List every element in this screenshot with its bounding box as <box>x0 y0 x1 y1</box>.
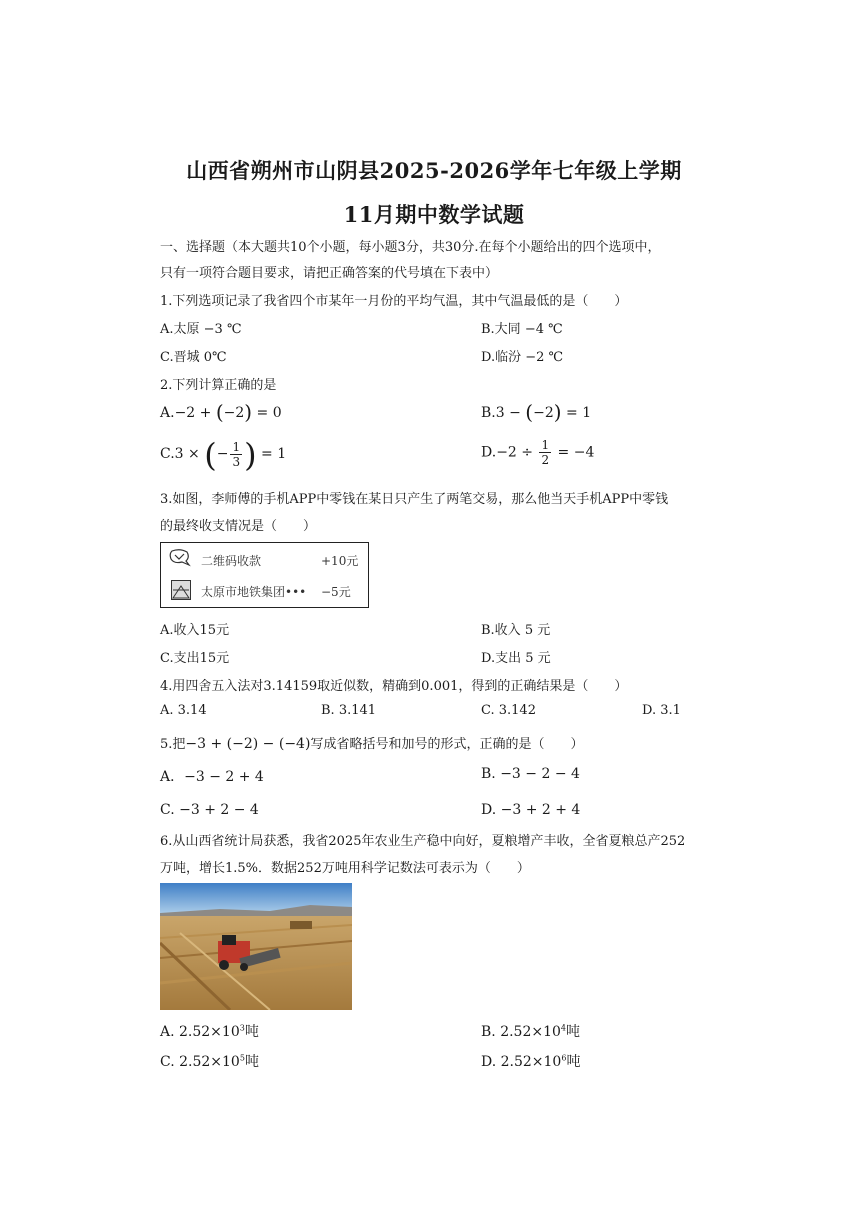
transaction-1-amount: +10元 <box>321 554 359 568</box>
q6-c-unit: 吨 <box>244 1054 259 1070</box>
q2-option-d <box>481 438 594 467</box>
q1-option-a: A.太原 −3 ℃ <box>160 322 242 337</box>
q2-d-expr1: −2 ÷ <box>496 444 538 461</box>
q2-b-label: B. <box>481 405 496 421</box>
q6-a-exponent: 3 <box>239 1023 245 1033</box>
q6-a-base: A. 2.52×10 <box>160 1024 240 1040</box>
transaction-2-amount: −5元 <box>321 585 351 599</box>
fraction-numerator: 1 <box>232 439 241 454</box>
q2-stem: 2.下列计算正确的是 <box>160 378 277 393</box>
q2-c-sign: − <box>216 446 229 462</box>
q2-a-expr1: −2 + <box>174 405 216 421</box>
metro-icon <box>171 580 191 604</box>
section-intro-line2: 只有一项符合题目要求，请把正确答案的代号填在下表中） <box>160 266 499 281</box>
fraction-denominator: 2 <box>541 453 550 467</box>
harvester-field-photo <box>160 883 352 1010</box>
q4-option-b: B. 3.141 <box>321 703 377 718</box>
q6-stem-line1: 6.从山西省统计局获悉，我省2025年农业生产稳中向好，夏粮增产丰收，全省夏粮总产252 <box>160 834 686 849</box>
q1-option-b: B.大同 −4 ℃ <box>481 322 563 337</box>
q6-stem-line2: 万吨，增长1.5%．数据252万吨用科学记数法可表示为（ ） <box>160 861 530 876</box>
q6-c-exponent: 5 <box>239 1053 245 1063</box>
q2-d-expr3: = −4 <box>553 444 595 461</box>
q2-b-expr3: = 1 <box>561 405 592 421</box>
transaction-2-label: 太原市地铁集团••• <box>201 585 307 599</box>
q2-c-label: C. <box>160 446 175 462</box>
q3-option-b: B.收入 5 元 <box>481 623 551 638</box>
q2-a-expr2: −2 <box>223 405 245 421</box>
q2-c-expr3: = 1 <box>256 446 287 462</box>
q6-d-exponent: 6 <box>561 1053 567 1063</box>
q6-a-unit: 吨 <box>244 1024 259 1040</box>
q5-option-c: C. −3 + 2 − 4 <box>160 802 259 818</box>
exam-title-line2: 11月期中数学试题 <box>343 202 525 227</box>
q2-a-expr3: = 0 <box>252 405 282 421</box>
fraction-denominator: 3 <box>232 454 241 469</box>
q5-option-d: D. −3 + 2 + 4 <box>481 802 581 818</box>
q4-option-c: C. 3.142 <box>481 703 536 718</box>
right-paren: ) <box>244 400 253 424</box>
transaction-record-box <box>160 542 369 608</box>
q6-option-d <box>481 1051 580 1071</box>
q3-stem-line2: 的最终收支情况是（ ） <box>160 519 317 534</box>
q5-option-a: A．−3 − 2 + 4 <box>160 769 264 785</box>
q3-option-c: C.支出15元 <box>160 651 230 666</box>
q2-c-expr1: 3 × <box>174 446 205 462</box>
section-intro-line1: 一、选择题（本大题共10个小题，每小题3分，共30分.在每个小题给出的四个选项中， <box>160 240 661 255</box>
right-paren: ) <box>244 436 257 474</box>
q1-stem: 1.下列选项记录了我省四个市某年一月份的平均气温，其中气温最低的是（ ） <box>160 294 628 309</box>
q3-option-d: D.支出 5 元 <box>481 651 551 666</box>
q6-b-unit: 吨 <box>566 1024 580 1040</box>
q2-a-label: A. <box>160 405 175 421</box>
q2-option-a <box>160 400 282 424</box>
q5-option-b: B. −3 − 2 − 4 <box>481 766 580 782</box>
q1-option-c: C.晋城 0℃ <box>160 350 227 365</box>
q3-option-a: A.收入15元 <box>160 623 230 638</box>
q2-d-fraction <box>539 438 551 467</box>
q2-option-c <box>160 436 286 474</box>
q3-stem-line1: 3.如图，李师傅的手机APP中零钱在某日只产生了两笔交易，那么他当天手机APP中零钱 <box>160 492 669 507</box>
q2-c-fraction <box>230 440 242 469</box>
q1-option-d: D.临汾 −2 ℃ <box>481 350 564 365</box>
q2-b-expr2: −2 <box>533 405 554 421</box>
left-paren: ( <box>525 400 534 424</box>
q2-option-b <box>481 400 591 424</box>
q6-d-base: D. 2.52×10 <box>481 1054 562 1070</box>
q6-option-c <box>160 1051 259 1071</box>
q2-d-label: D. <box>481 444 497 461</box>
qr-payment-icon <box>169 549 191 571</box>
q5-stem-expr: −3 + (−2) − (−4) <box>185 736 311 752</box>
q6-d-unit: 吨 <box>566 1054 581 1070</box>
q5-stem-pre: 5.把 <box>160 737 186 752</box>
q6-b-base: B. 2.52×10 <box>481 1024 561 1040</box>
q5-stem-post: 写成省略括号和加号的形式，正确的是（ ） <box>310 737 584 752</box>
q4-option-d: D. 3.1 <box>642 703 681 718</box>
q4-stem: 4.用四舍五入法对3.14159取近似数，精确到0.001，得到的正确结果是（ ） <box>160 679 628 694</box>
q6-option-b <box>481 1021 580 1041</box>
q4-option-a: A. 3.14 <box>160 703 207 718</box>
left-paren: ( <box>204 436 217 474</box>
transaction-1-label: 二维码收款 <box>201 554 262 568</box>
exam-title-line1: 山西省朔州市山阴县2025-2026学年七年级上学期 <box>186 158 682 183</box>
q6-c-base: C. 2.52×10 <box>160 1054 240 1070</box>
q6-b-exponent: 4 <box>560 1023 566 1033</box>
q6-option-a <box>160 1021 259 1041</box>
left-paren: ( <box>215 400 224 424</box>
q5-stem <box>160 733 583 752</box>
fraction-numerator: 1 <box>541 438 550 452</box>
right-paren: ) <box>553 400 562 424</box>
q2-b-expr1: 3 − <box>495 405 526 421</box>
